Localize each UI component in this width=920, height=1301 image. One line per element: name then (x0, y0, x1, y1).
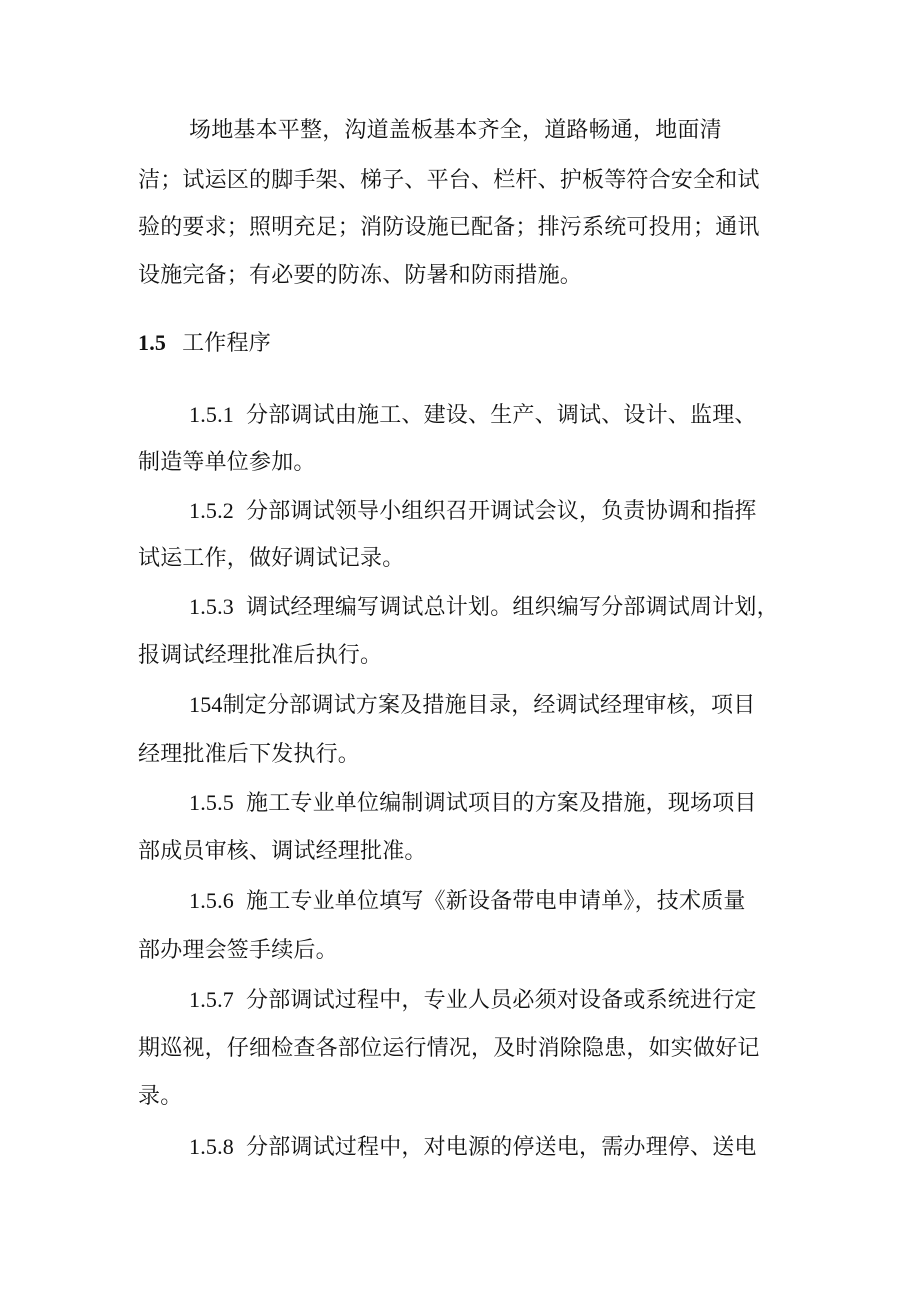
item-1-line-2: 制造等单位参加。 (138, 450, 316, 475)
item-5-line-1 (189, 788, 757, 819)
item-5-text: 施工专业单位编制调试项目的方案及措施，现场项目 (246, 791, 757, 816)
item-7-number: 1.5.7 (189, 987, 234, 1012)
section-heading (138, 328, 271, 359)
item-2-line-2: 试运工作，做好调试记录。 (138, 546, 405, 571)
item-4-line-2: 经理批准后下发执行。 (138, 742, 361, 767)
item-6-number: 1.5.6 (189, 888, 234, 913)
item-3-number: 1.5.3 (189, 594, 234, 619)
item-6-line-2: 部办理会签手续后。 (138, 938, 338, 963)
intro-line-1: 场地基本平整，沟道盖板基本齐全，道路畅通，地面清 (189, 118, 722, 143)
item-8-text: 分部调试过程中，对电源的停送电，需办理停、送电 (246, 1135, 757, 1160)
item-1-text: 分部调试由施工、建设、生产、调试、设计、监理、 (246, 403, 757, 428)
section-heading-number: 1.5 (138, 330, 167, 355)
item-7-text: 分部调试过程中，专业人员必须对设备或系统进行定 (246, 988, 757, 1013)
item-1-line-1 (189, 400, 757, 431)
item-8-number: 1.5.8 (189, 1134, 234, 1159)
item-7-line-1 (189, 985, 757, 1016)
item-4-line-1 (189, 690, 755, 721)
item-2-text: 分部调试领导小组织召开调试会议，负责协调和指挥 (246, 499, 757, 524)
item-1-number: 1.5.1 (189, 402, 234, 427)
item-3-line-2: 报调试经理批准后执行。 (138, 643, 383, 668)
intro-line-4: 设施完备；有必要的防冻、防暑和防雨措施。 (138, 263, 583, 288)
item-6-text: 施工专业单位填写《新设备带电申请单》，技术质量 (246, 889, 746, 914)
item-3-text: 调试经理编写调试总计划。组织编写分部调试周计划， (246, 595, 779, 620)
item-4-number: 154 (189, 692, 223, 717)
section-heading-title: 工作程序 (182, 331, 271, 356)
item-2-line-1 (189, 496, 757, 527)
item-3-line-1 (189, 592, 779, 623)
item-7-line-2: 期巡视，仔细检查各部位运行情况，及时消除隐患，如实做好记 (138, 1036, 760, 1061)
item-6-line-1 (189, 886, 746, 917)
intro-line-3: 验的要求；照明充足；消防设施已配备；排污系统可投用；通讯 (138, 215, 760, 240)
item-5-line-2: 部成员审核、调试经理批准。 (138, 839, 427, 864)
item-5-number: 1.5.5 (189, 790, 234, 815)
item-8-line-1 (189, 1132, 757, 1163)
item-7-line-3: 录。 (138, 1084, 183, 1109)
item-2-number: 1.5.2 (189, 498, 234, 523)
item-4-text: 制定分部调试方案及措施目录，经调试经理审核，项目 (222, 693, 756, 718)
intro-line-2: 洁；试运区的脚手架、梯子、平台、栏杆、护板等符合安全和试 (138, 168, 760, 193)
